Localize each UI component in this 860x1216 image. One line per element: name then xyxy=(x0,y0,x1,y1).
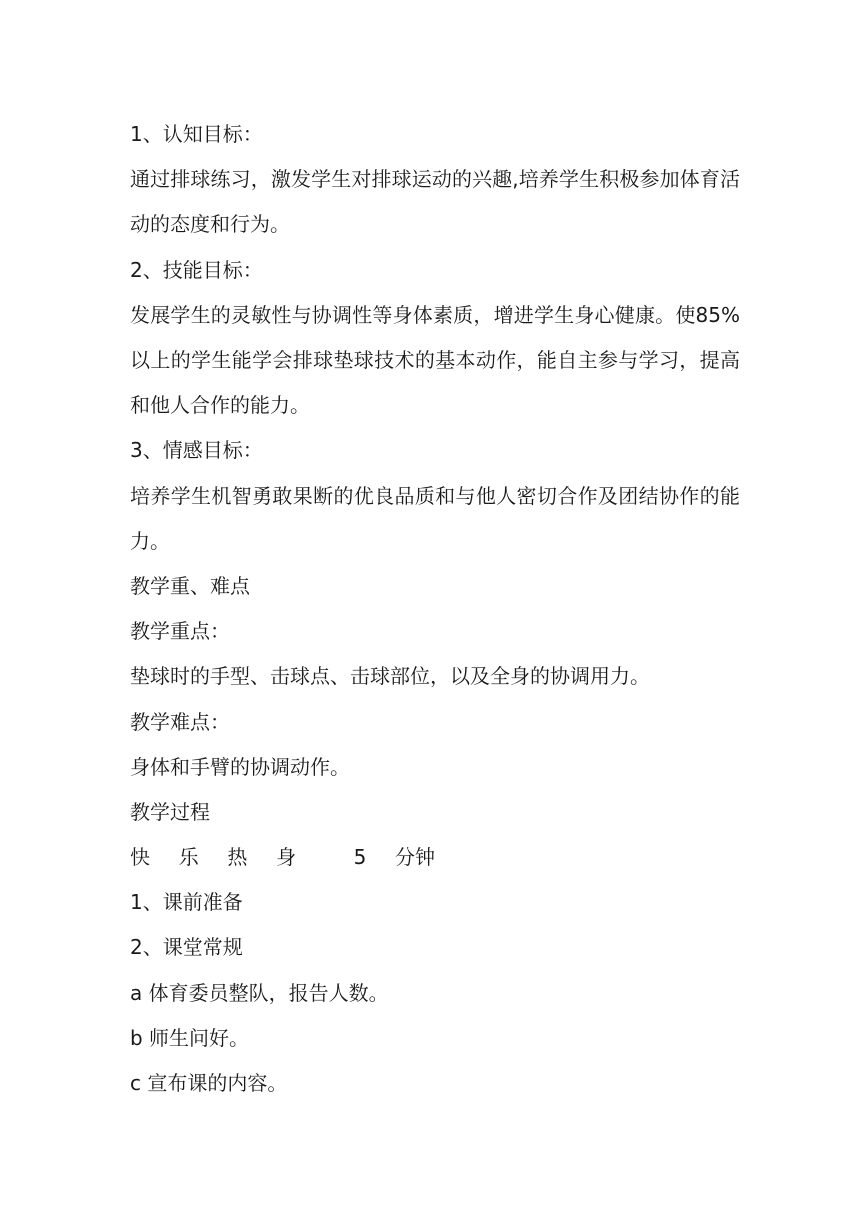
heading-teaching-process: 教学过程 xyxy=(130,799,210,824)
paragraph-cognitive-goal: 通过排球练习，激发学生对排球运动的兴趣,培养学生积极参加体育活动的态度和行为。 xyxy=(130,167,740,237)
heading-difficult-points: 教学难点： xyxy=(130,709,230,734)
paragraph-skill-goal: 发展学生的灵敏性与协调性等身体素质，增进学生身心健康。使85%以上的学生能学会排球垫球技术的基本动作，能自主参与学习，提高和他人合作的能力。 xyxy=(130,302,740,418)
list-item-class-routine: 2、课堂常规 xyxy=(130,935,243,960)
heading-cognitive-goal: 1、认知目标： xyxy=(130,122,263,146)
list-item-b: b 师生问好。 xyxy=(130,1025,250,1050)
paragraph-affective-goal: 培养学生机智勇敢果断的优良品质和与他人密切合作及团结协作的能力。 xyxy=(130,483,740,553)
text-warmup: 快 乐 热 身 5 分钟 xyxy=(130,845,436,870)
heading-affective-goal: 3、情感目标： xyxy=(130,438,263,463)
document-body xyxy=(130,112,740,1106)
heading-key-difficult-points: 教学重、难点 xyxy=(130,573,250,598)
text-difficult-points: 身体和手臂的协调动作。 xyxy=(130,754,350,779)
heading-key-points: 教学重点： xyxy=(130,619,230,644)
text-key-points: 垫球时的手型、击球点、击球部位，以及全身的协调用力。 xyxy=(130,664,650,689)
list-item-a: a 体育委员整队，报告人数。 xyxy=(130,980,389,1005)
list-item-preparation: 1、课前准备 xyxy=(130,890,243,915)
list-item-c: c 宣布课的内容。 xyxy=(130,1071,288,1096)
heading-skill-goal: 2、技能目标： xyxy=(130,257,263,282)
